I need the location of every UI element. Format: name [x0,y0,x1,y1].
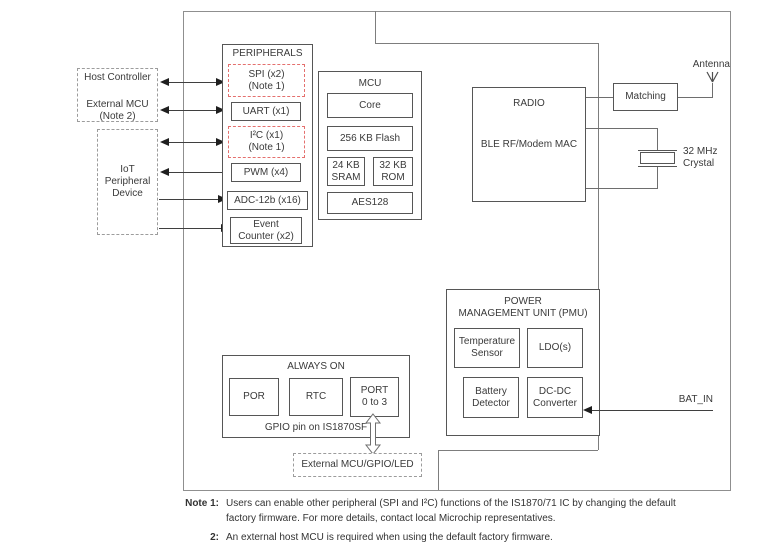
matching-label: Matching [625,91,666,102]
iot-peripheral-device-box [97,129,158,235]
spi-note-label: (Note 1) [248,80,285,92]
host-controller-box [77,68,158,122]
rom-box [373,157,413,186]
core-box [327,93,413,118]
port-box [350,377,399,417]
note1-label: Note 1: [185,498,219,509]
rom-label2: ROM [381,171,405,183]
aes-box [327,192,413,214]
pmu-block [446,289,600,436]
matching-antenna-line [678,97,713,98]
sram-label: 24 KB [332,159,360,171]
event-counter-box [230,217,302,244]
iot-peripheral-label: Peripheral [104,176,151,187]
spi-box [228,64,305,97]
iot-label: IoT [120,164,135,175]
dcdc-converter-box [527,377,583,418]
iot-device-label: Device [112,188,143,199]
peripherals-title: PERIPHERALS [232,48,303,59]
radio-subtitle: BLE RF/Modem MAC [480,139,578,150]
ldo-box [527,328,583,368]
rtc-label: RTC [305,391,327,402]
soc-boundary-segment [375,11,376,43]
temperature-sensor-label2: Sensor [471,348,503,359]
spi-label: SPI (x2) [248,68,285,80]
crystal-line-top [586,128,658,129]
mcu-title: MCU [358,78,382,89]
battery-detector-label: Battery [475,385,507,397]
external-mcu-gpio-led-box [293,453,422,477]
bat-in-label: BAT_IN [678,394,713,405]
rom-label: 32 KB [379,159,407,171]
crystal-line-bottom [586,188,658,189]
dcdc-converter-label2: Converter [533,397,577,409]
crystal-icon [640,152,675,164]
adc-box [227,191,308,210]
event-counter-label2: Counter (x2) [238,230,294,242]
pwm-box [231,163,301,182]
pmu-title-line2: MANAGEMENT UNIT (PMU) [458,308,588,319]
note2-ref-label: (Note 2) [99,111,136,122]
soc-boundary-segment [438,450,439,490]
crystal-label-line2: Crystal [683,158,715,169]
note1-text-line1: Users can enable other peripheral (SPI and I²C) functions of the IS1870/71 IC by changing the default [226,498,676,509]
battery-detector-label2: Detector [472,397,510,409]
crystal-plate-top [638,150,677,151]
flash-box [327,126,413,151]
sram-box [327,157,365,186]
por-box [229,378,279,416]
peripherals-block [222,44,313,247]
gpio-bidirectional-arrow [365,414,381,454]
dcdc-converter-label: DC-DC [538,385,572,397]
sram-label2: SRAM [331,171,361,183]
por-label: POR [243,391,265,402]
soc-boundary-segment [375,43,598,44]
crystal-label [683,146,717,170]
radio-matching-line [586,97,613,98]
always-on-block [222,355,410,438]
mcu-block [318,71,422,220]
note2-text: An external host MCU is required when using the default factory firmware. [226,532,553,543]
note1-text-line2: factory firmware. For more details, contact local Microchip representatives. [226,513,556,524]
external-mcu-label: External MCU [86,99,149,110]
core-label: Core [359,99,381,111]
i2c-label: I²C (x1) [249,130,284,141]
port-label2: 0 to 3 [361,397,388,408]
event-counter-label: Event [253,218,279,230]
radio-title: RADIO [513,98,545,109]
external-mcu-gpio-led-label: External MCU/GPIO/LED [301,459,414,470]
crystal-line-top-drop [657,128,658,150]
antenna-label: Antenna [692,59,730,70]
pmu-title-line1: POWER [504,296,542,307]
uart-box [231,102,301,121]
matching-box [613,83,678,111]
antenna-feed-line [712,83,713,97]
i2c-note-label: (Note 1) [248,142,285,153]
antenna-icon [705,71,720,84]
crystal-label-line1: 32 MHz [683,146,718,157]
flash-label: 256 KB Flash [339,132,401,144]
aes-label: AES128 [351,197,389,208]
ldo-label: LDO(s) [538,342,572,353]
temperature-sensor-box [454,328,520,368]
pwm-label: PWM (x4) [243,166,289,178]
always-on-title: ALWAYS ON [287,361,345,372]
port-label: PORT [360,385,389,396]
radio-block [472,87,586,202]
note2-label: 2: [210,532,219,543]
uart-label: UART (x1) [242,105,290,117]
adc-label: ADC-12b (x16) [234,194,301,206]
crystal-line-bottom-rise [657,167,658,188]
battery-detector-box [463,377,519,418]
host-controller-label: Host Controller [84,72,151,83]
i2c-box [228,126,305,158]
rtc-box [289,378,343,416]
temperature-sensor-label: Temperature [458,336,516,347]
gpio-caption: GPIO pin on IS1870SF [264,422,368,433]
soc-boundary-segment [438,450,598,451]
